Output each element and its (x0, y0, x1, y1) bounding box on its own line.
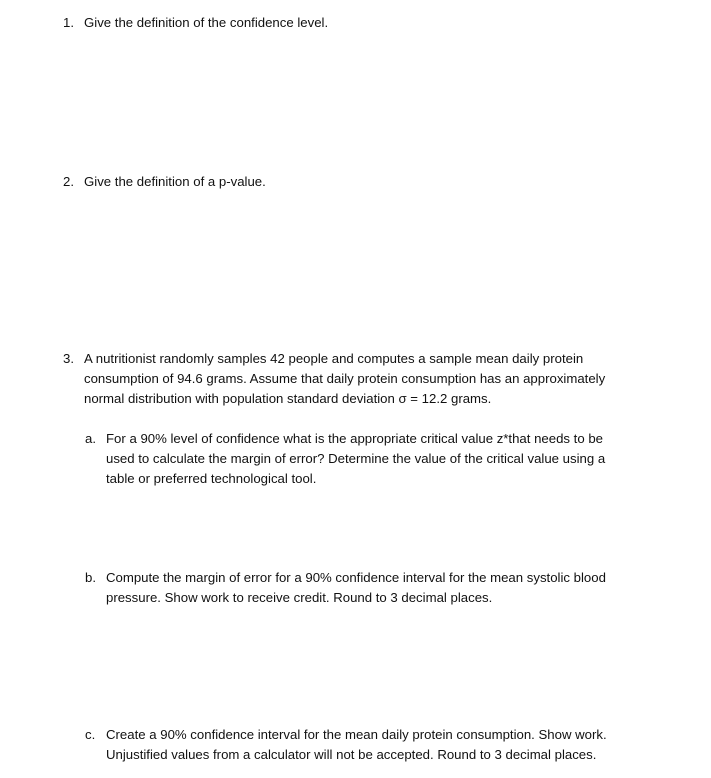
question-3-part-a (85, 429, 651, 489)
question-2 (63, 172, 651, 192)
part-c-line: Unjustified values from a calculator will not be accepted. Round to 3 decimal places. (106, 747, 597, 762)
part-b-letter: b. (85, 570, 96, 585)
part-a-line: For a 90% level of confidence what is the appropriate critical value z*that needs to be (106, 431, 604, 446)
question-3-line: A nutritionist randomly samples 42 people and computes a sample mean daily protein (84, 351, 584, 366)
part-b-line: Compute the margin of error for a 90% confidence interval for the mean systolic blood (106, 570, 606, 585)
part-b-line: pressure. Show work to receive credit. Round to 3 decimal places. (106, 590, 493, 605)
question-1 (63, 13, 651, 33)
question-3-part-b (85, 568, 651, 608)
part-a-line: used to calculate the margin of error? Determine the value of the critical value using a (106, 451, 606, 466)
part-a-text (106, 429, 651, 489)
question-3-text (84, 349, 651, 409)
question-3-line: consumption of 94.6 grams. Assume that daily protein consumption has an approximately (84, 371, 606, 386)
question-2-number: 2. (63, 174, 74, 189)
question-3-number: 3. (63, 351, 74, 366)
question-3 (63, 349, 651, 409)
part-b-text (106, 568, 651, 608)
question-3-line: normal distribution with population standard deviation σ = 12.2 grams. (84, 391, 492, 406)
part-a-letter: a. (85, 431, 96, 446)
part-c-letter: c. (85, 727, 96, 742)
question-2-text: Give the definition of a p-value. (84, 174, 266, 189)
question-1-text: Give the definition of the confidence level. (84, 15, 329, 30)
part-a-line: table or preferred technological tool. (106, 471, 317, 486)
question-1-number: 1. (63, 15, 74, 30)
part-c-text (106, 725, 651, 765)
question-3-part-c (85, 725, 651, 765)
part-c-line: Create a 90% confidence interval for the mean daily protein consumption. Show work. (106, 727, 607, 742)
